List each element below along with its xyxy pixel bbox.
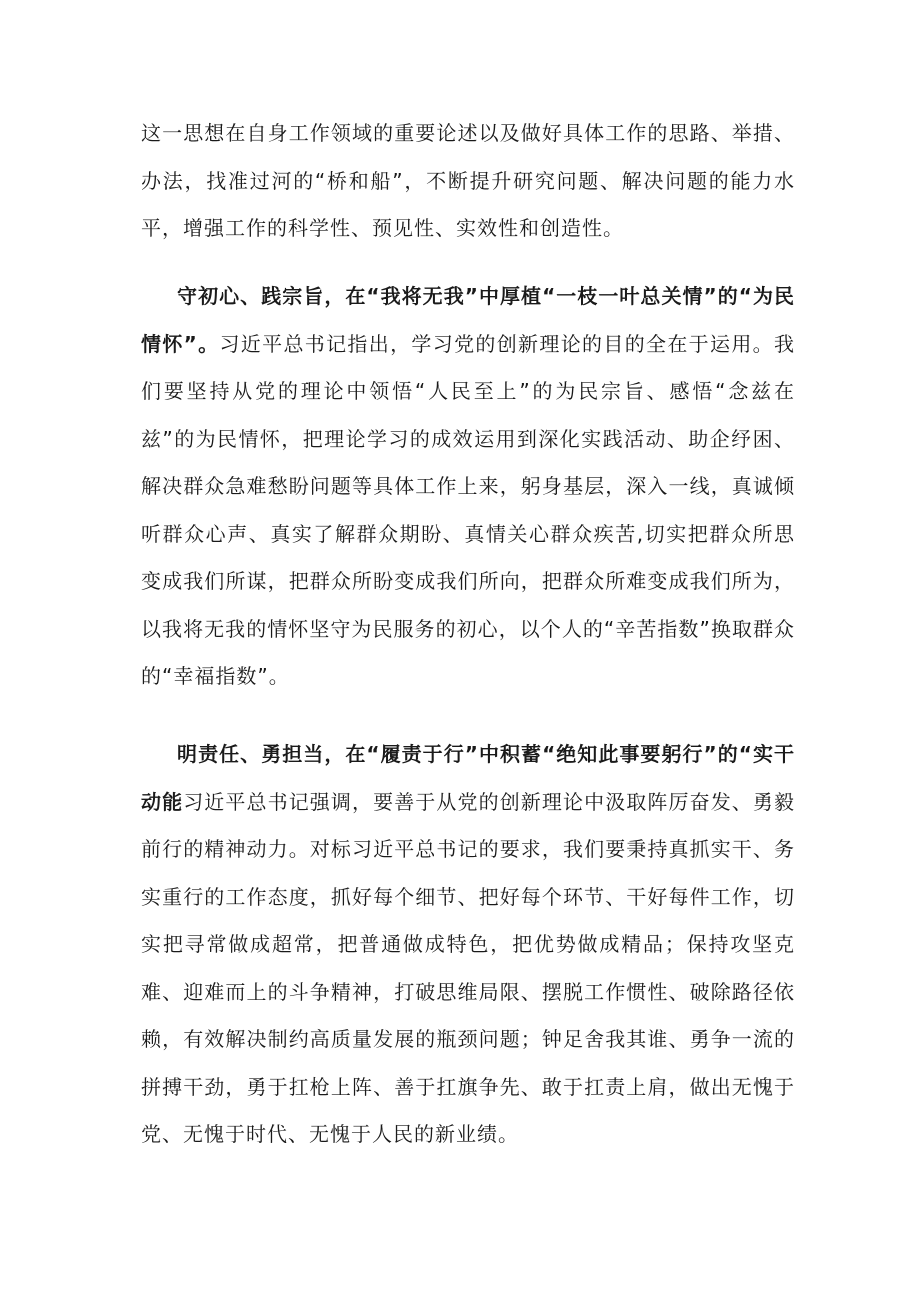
paragraph-1-text: 这一思想在自身工作领域的重要论述以及做好具体工作的思路、举措、办法，找准过河的“桥和船”，不断提升研究问题、解决问题的能力水平，增强工作的科学性、预见性、实效性和创造性。 — [141, 121, 795, 240]
paragraph-2-body: 习近平总书记指出，学习党的创新理论的目的全在于运用。我们要坚持从党的理论中领悟“人民至上”的为民宗旨、感悟“念兹在兹”的为民情怀，把理论学习的成效运用到深化实践活动、助企纾困、解决群众急难愁盼问题等具体工作上来，躬身基层，深入一线，真诚倾听群众心声、真实了解群众期盼、真情关心群众疾苦,切实把群众所思变成我们所谋，把群众所盼变成我们所向，把群众所难变成我们所为，以我将无我的情怀坚守为民服务的初心，以个人的“辛苦指数”换取群众的“幸福指数”。 — [141, 331, 795, 688]
paragraph-3-lead: 明责任、勇担当，在“履责于行”中积蓄“绝知此事要躬行”的“实干动能 — [141, 742, 795, 814]
paragraph-1 — [141, 110, 795, 253]
paragraph-2 — [141, 273, 795, 701]
paragraph-2-lead: 守初心、践宗旨，在“我将无我”中厚植“一枝一叶总关情”的“为民情怀”。 — [141, 284, 795, 356]
paragraph-3-body: 习近平总书记强调，要善于从党的创新理论中汲取阵厉奋发、勇毅前行的精神动力。对标习近平总书记的要求，我们要秉持真抓实干、务实重行的工作态度，抓好每个细节、把好每个环节、干好每件工作，切实把寻常做成超常，把普通做成特色，把优势做成精品；保持攻坚克难、迎难而上的斗争精神，打破思维局限、摆脱工作惯性、破除路径依赖，有效解决制约高质量发展的瓶颈问题；钟足舍我其谁、勇争一流的拼搏干劲，勇于扛枪上阵、善于扛旗争先、敢于扛责上肩，做出无愧于党、无愧于时代、无愧于人民的新业绩。 — [141, 789, 796, 1146]
paragraph-3 — [141, 731, 795, 1159]
